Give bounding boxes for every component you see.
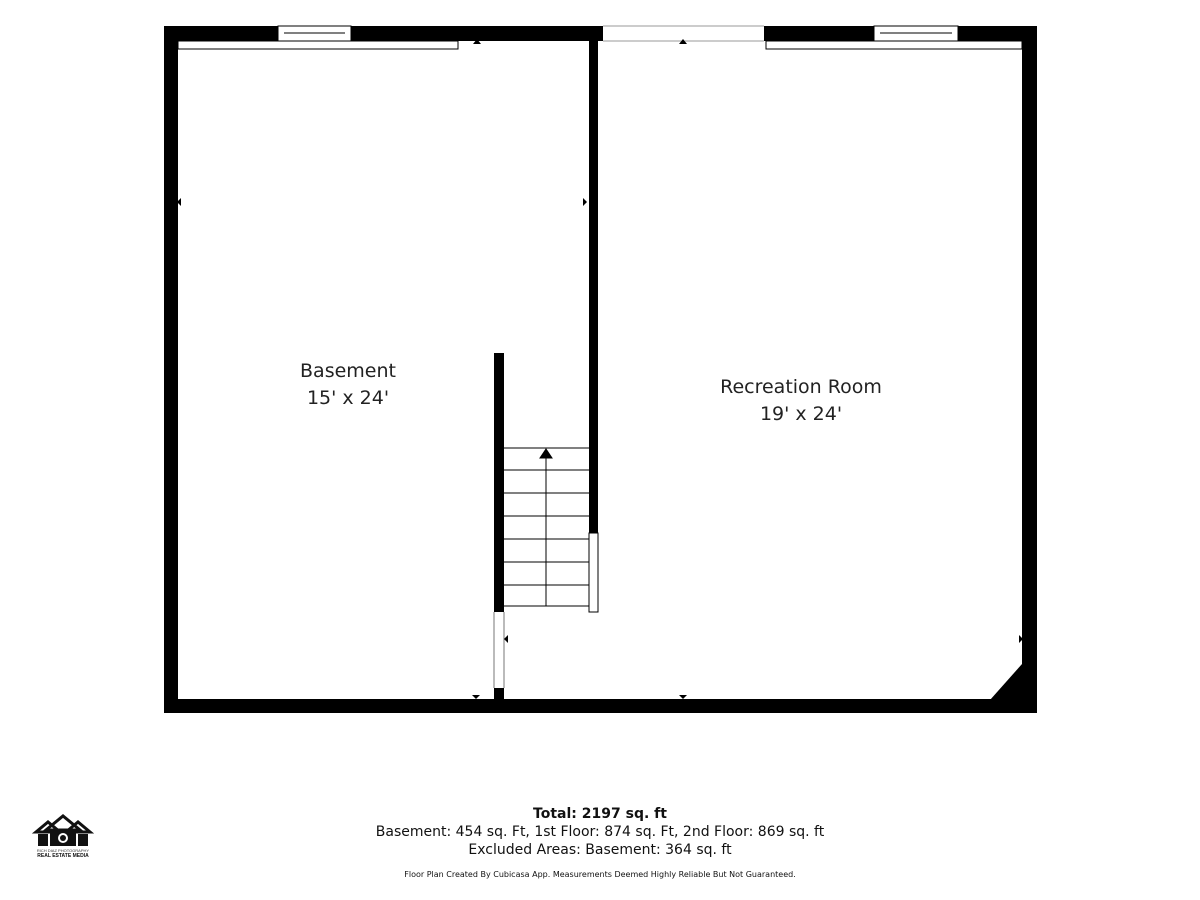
exterior-walls [164, 26, 1037, 713]
stair-up-arrow [540, 449, 552, 458]
partition-wall [589, 41, 598, 533]
disclaimer: Floor Plan Created By Cubicasa App. Measurements Deemed Highly Reliable But Not Guaranteed. [404, 870, 796, 879]
wall-left [164, 26, 178, 713]
total-area: Total: 2197 sq. ft [533, 806, 667, 822]
wall-right [1022, 26, 1037, 713]
recreation-room-name: Recreation Room [720, 376, 882, 398]
wall-bottom [164, 699, 1037, 713]
top-opening [603, 26, 764, 41]
corner-chamfer [990, 664, 1022, 700]
rail [589, 533, 598, 612]
floor-areas: Basement: 454 sq. Ft, 1st Floor: 874 sq. Ft, 2nd Floor: 869 sq. ft [375, 824, 825, 840]
wall-top-left [164, 26, 603, 41]
wall-stub-bottom [494, 688, 504, 700]
basement-size: 15' x 24' [306, 387, 390, 409]
stair-wall [494, 353, 504, 612]
recreation-room-size: 19' x 24' [759, 403, 843, 425]
logo-tagline: RICH DIAZ PHOTOGRAPHY [36, 848, 90, 853]
staircase [504, 448, 589, 606]
basement-name: Basement [300, 360, 396, 382]
logo-name: REAL ESTATE MEDIA [37, 853, 89, 859]
excluded-areas: Excluded Areas: Basement: 364 sq. ft [468, 842, 732, 858]
